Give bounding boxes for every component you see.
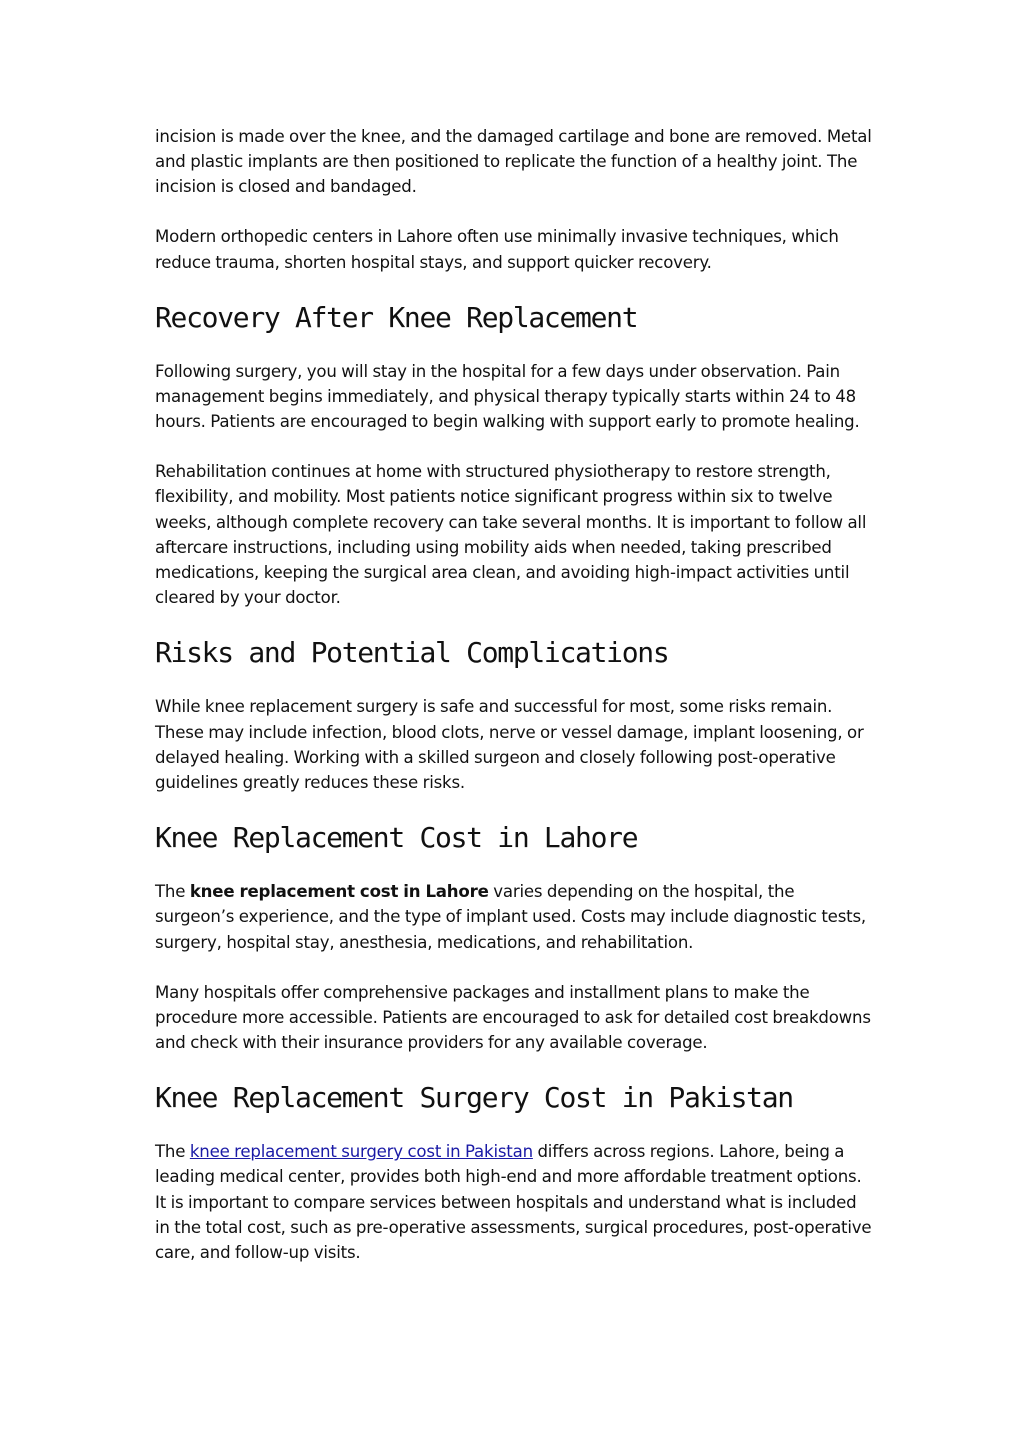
document-page bbox=[155, 124, 875, 1265]
recovery-paragraph-2: Rehabilitation continues at home with structured physiotherapy to restore strength, flexibility, and mobility. Most patients notice significant progress within six to twelve weeks, although complete recovery can take several months. It is important to follow all aftercare instructions, including using mobility aids when needed, taking prescribed medications, keeping the surgical area clean, and avoiding high-impact activities until cleared by your doctor. bbox=[155, 462, 867, 608]
cost-lahore-paragraph-1 bbox=[155, 879, 875, 955]
cost-lahore-prefix: The bbox=[155, 882, 190, 902]
cost-pakistan-link[interactable]: knee replacement surgery cost in Pakistan bbox=[189, 1142, 533, 1162]
cost-pakistan-paragraph-1 bbox=[155, 1139, 875, 1265]
risks-heading: Risks and Potential Complications bbox=[155, 636, 669, 670]
cost-lahore-bold-phrase: knee replacement cost in Lahore bbox=[189, 882, 489, 902]
cost-lahore-suffix: varies depending on the hospital, the surgeon’s experience, and the type of implant used. Costs may include diagnostic tests, surgery, hospital stay, anesthesia, medications, and rehabilitation. bbox=[155, 882, 866, 952]
cost-pakistan-heading: Knee Replacement Surgery Cost in Pakistan bbox=[155, 1081, 793, 1115]
cost-pakistan-suffix: differs across regions. Lahore, being a leading medical center, provides both high-end and more affordable treatment options. It is important to compare services between hospitals and understand what is included in the total cost, such as pre-operative assessments, surgical procedures, post-operative care, and follow-up visits. bbox=[155, 1142, 872, 1263]
recovery-heading: Recovery After Knee Replacement bbox=[155, 300, 638, 334]
cost-lahore-paragraph-2: Many hospitals offer comprehensive packages and installment plans to make the procedure more accessible. Patients are encouraged to ask for detailed cost breakdowns and check with their insurance providers for any available coverage. bbox=[155, 982, 871, 1053]
recovery-paragraph-1: Following surgery, you will stay in the hospital for a few days under observation. Pain management begins immediately, and physical therapy typically starts within 24 to 48 hours. Patients are encouraged to begin walking with support early to promote healing. bbox=[155, 361, 860, 432]
intro-paragraph-2: Modern orthopedic centers in Lahore often use minimally invasive techniques, which reduce trauma, shorten hospital stays, and support quicker recovery. bbox=[155, 227, 839, 272]
risks-paragraph-1: While knee replacement surgery is safe and successful for most, some risks remain. These may include infection, blood clots, nerve or vessel damage, implant loosening, or delayed healing. Working with a skilled surgeon and closely following post-operative guidelines greatly reduces these risks. bbox=[155, 697, 864, 793]
intro-paragraph-1: incision is made over the knee, and the damaged cartilage and bone are removed. Metal and plastic implants are then positioned to replicate the function of a healthy joint. The incision is closed and bandaged. bbox=[155, 127, 872, 197]
cost-lahore-heading: Knee Replacement Cost in Lahore bbox=[155, 821, 638, 855]
cost-pakistan-prefix: The bbox=[155, 1142, 190, 1162]
